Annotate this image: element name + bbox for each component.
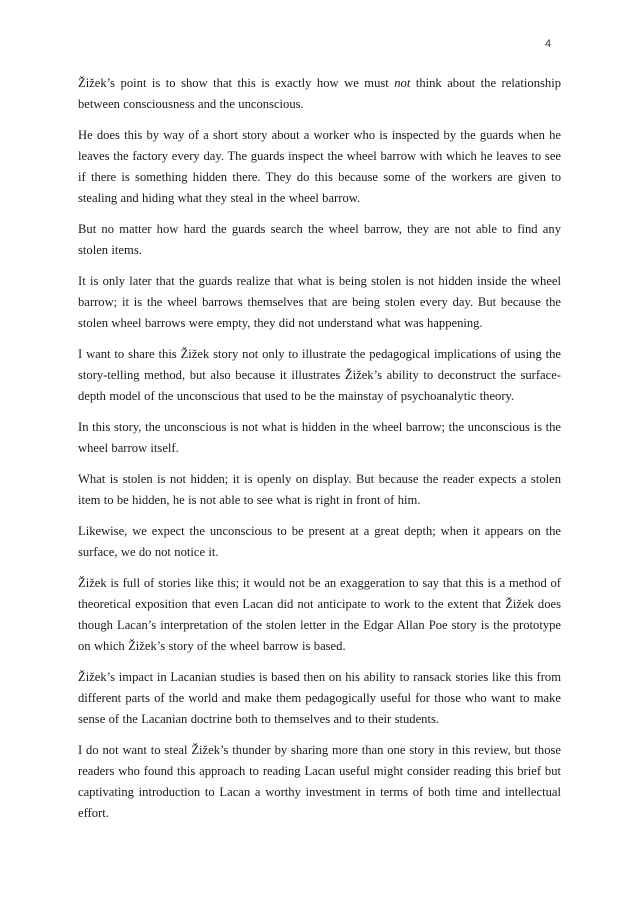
paragraph-1-text-after: think about the relationship between consciousness and the unconscious. [78,76,561,111]
paragraph-4: It is only later that the guards realize that what is being stolen is not hidden inside the wheel barrow; it is the wheel barrows themselves that are being stolen every day. But because the stolen wheel barrows were empty, they did not understand what was happening. [78,274,561,330]
paragraph-10: Žižek’s impact in Lacanian studies is based then on his ability to ransack stories like this from different parts of the world and make them pedagogically useful for those who want to make sense of the Lacanian doctrine both to themselves and to their students. [78,670,561,726]
paragraph-7: What is stolen is not hidden; it is openly on display. But because the reader expects a stolen item to be hidden, he is not able to see what is right in front of him. [78,472,561,507]
paragraph-8: Likewise, we expect the unconscious to be present at a great depth; when it appears on the surface, we do not notice it. [78,524,561,559]
paragraph-1 [78,73,561,115]
paragraph-5: I want to share this Žižek story not only to illustrate the pedagogical implications of using the story-telling method, but also because it illustrates Žižek’s ability to deconstruct the surface-depth model of the unconscious that used to be the mainstay of psychoanalytic theory. [78,347,561,403]
paragraph-11: I do not want to steal Žižek’s thunder by sharing more than one story in this review, but those readers who found this approach to reading Lacan useful might consider reading this brief but captivating introduction to Lacan a worthy investment in terms of both time and intellectual effort. [78,743,561,820]
paragraph-9: Žižek is full of stories like this; it would not be an exaggeration to say that this is a method of theoretical exposition that even Lacan did not anticipate to work to the extent that Žižek does though Lacan’s interpretation of the stolen letter in the Edgar Allan Poe story is the prototype on which Žižek’s story of the wheel barrow is based. [78,576,561,653]
paragraph-1-emphasis: not [394,76,411,90]
page-number: 4 [545,38,552,50]
paragraph-3: But no matter how hard the guards search the wheel barrow, they are not able to find any stolen items. [78,222,561,257]
paragraph-6: In this story, the unconscious is not what is hidden in the wheel barrow; the unconscious is the wheel barrow itself. [78,420,561,455]
body-text [78,73,561,834]
paragraph-2: He does this by way of a short story about a worker who is inspected by the guards when he leaves the factory every day. The guards inspect the wheel barrow with which he leaves to see if there is something hidden there. They do this because some of the workers are given to stealing and hiding what they steal in the wheel barrow. [78,128,561,205]
paragraph-1-text-before: Žižek’s point is to show that this is exactly how we must [78,76,395,90]
